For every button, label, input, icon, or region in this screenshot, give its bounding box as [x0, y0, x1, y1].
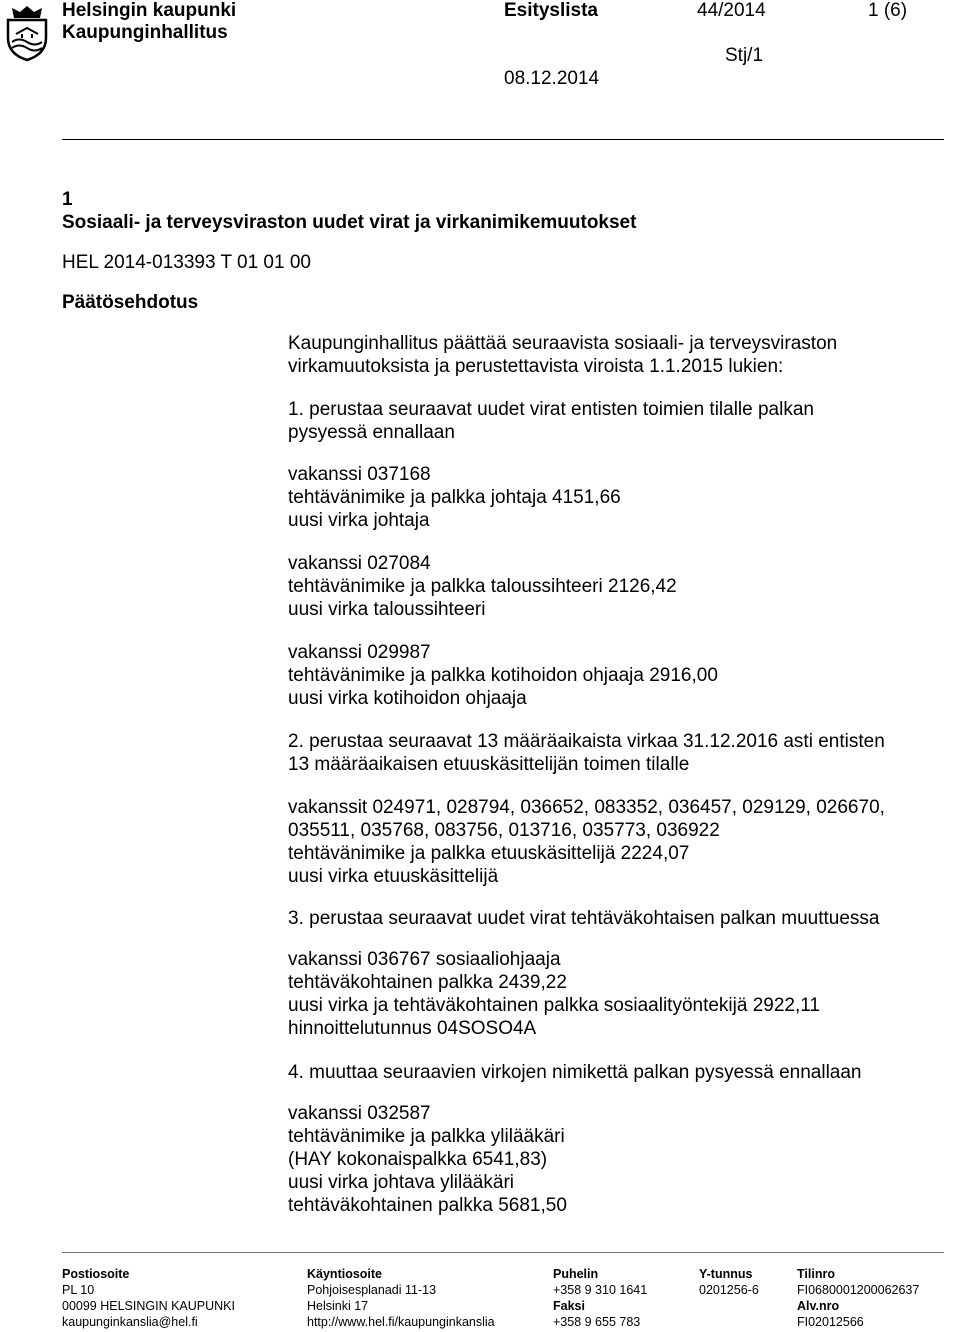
section-heading: Päätösehdotus: [62, 292, 199, 313]
vacancy-block: vakanssi 036767 sosiaaliohjaaja tehtäväkohtainen palkka 2439,22 uusi virka ja tehtäväkohtainen palkka sosiaalityöntekijä 2922,11 hinnoittelutunnus 04SOSO4A: [288, 949, 820, 1039]
vacancy-block: vakanssi 029987 tehtävänimike ja palkka kotihoidon ohjaaja 2916,00 uusi virka kotihoidon ohjaaja: [288, 642, 718, 709]
org-name: Helsingin kaupunki: [62, 0, 237, 21]
section-code: Stj/1: [725, 45, 764, 66]
meeting-number: 44/2014: [697, 0, 766, 21]
header-divider: [62, 139, 944, 140]
item-reference: HEL 2014-013393 T 01 01 00: [62, 252, 311, 273]
point-2: 2. perustaa seuraavat 13 määräaikaista virkaa 31.12.2016 asti entisten 13 määräaikaisen etuuskäsittelijän toimen tilalle: [288, 731, 885, 775]
point-3: 3. perustaa seuraavat uudet virat tehtäväkohtaisen palkan muuttuessa: [288, 908, 880, 929]
vacancy-block: vakanssi 027084 tehtävänimike ja palkka taloussihteeri 2126,42 uusi virka taloussihteeri: [288, 553, 677, 620]
org-unit: Kaupunginhallitus: [62, 22, 228, 43]
footer-visiting: Käyntiosoite Pohjoisesplanadi 11-13 Helsinki 17 http://www.hel.fi/kaupunginkanslia: [307, 1267, 495, 1329]
intro-paragraph: Kaupunginhallitus päättää seuraavista sosiaali- ja terveysviraston virkamuutoksista ja perustettavista viroista 1.1.2015 lukien:: [288, 333, 838, 377]
doc-type: Esityslista: [504, 0, 598, 21]
item-title: Sosiaali- ja terveysviraston uudet virat ja virkanimikemuutokset: [62, 212, 637, 233]
footer-phone: Puhelin +358 9 310 1641 Faksi +358 9 655 783: [553, 1267, 648, 1329]
footer-email-link[interactable]: kaupunginkanslia@hel.fi: [62, 1315, 198, 1329]
vacancy-block: vakanssi 037168 tehtävänimike ja palkka johtaja 4151,66 uusi virka johtaja: [288, 464, 621, 531]
footer-business-id: Y-tunnus 0201256-6: [699, 1267, 759, 1297]
page-number: 1 (6): [868, 0, 908, 21]
point-4: 4. muuttaa seuraavien virkojen nimikettä palkan pysyessä ennallaan: [288, 1062, 862, 1083]
item-number: 1: [62, 189, 73, 210]
helsinki-crest-icon: [2, 2, 52, 62]
point-1: 1. perustaa seuraavat uudet virat entisten toimien tilalle palkan pysyessä ennallaan: [288, 399, 814, 443]
meeting-date: 08.12.2014: [504, 68, 600, 89]
footer-account: Tilinro FI0680001200062637 Alv.nro FI02012566: [797, 1267, 920, 1329]
vacancy-block: vakanssi 032587 tehtävänimike ja palkka ylilääkäri (HAY kokonaispalkka 6541,83) uusi virka johtava ylilääkäri tehtäväkohtainen palkka 5681,50: [288, 1103, 567, 1216]
vacancy-block: vakanssit 024971, 028794, 036652, 083352, 036457, 029129, 026670, 035511, 035768, 083756, 013716, 035773, 036922 tehtävänimike ja palkka etuuskäsittelijä 2224,07 uusi virka etuuskäsittelijä: [288, 797, 885, 887]
footer-postal: Postiosoite PL 10 00099 HELSINGIN KAUPUNKI kaupunginkanslia@hel.fi: [62, 1267, 235, 1329]
footer-divider: [62, 1252, 944, 1253]
footer-web-link[interactable]: http://www.hel.fi/kaupunginkanslia: [307, 1315, 495, 1329]
